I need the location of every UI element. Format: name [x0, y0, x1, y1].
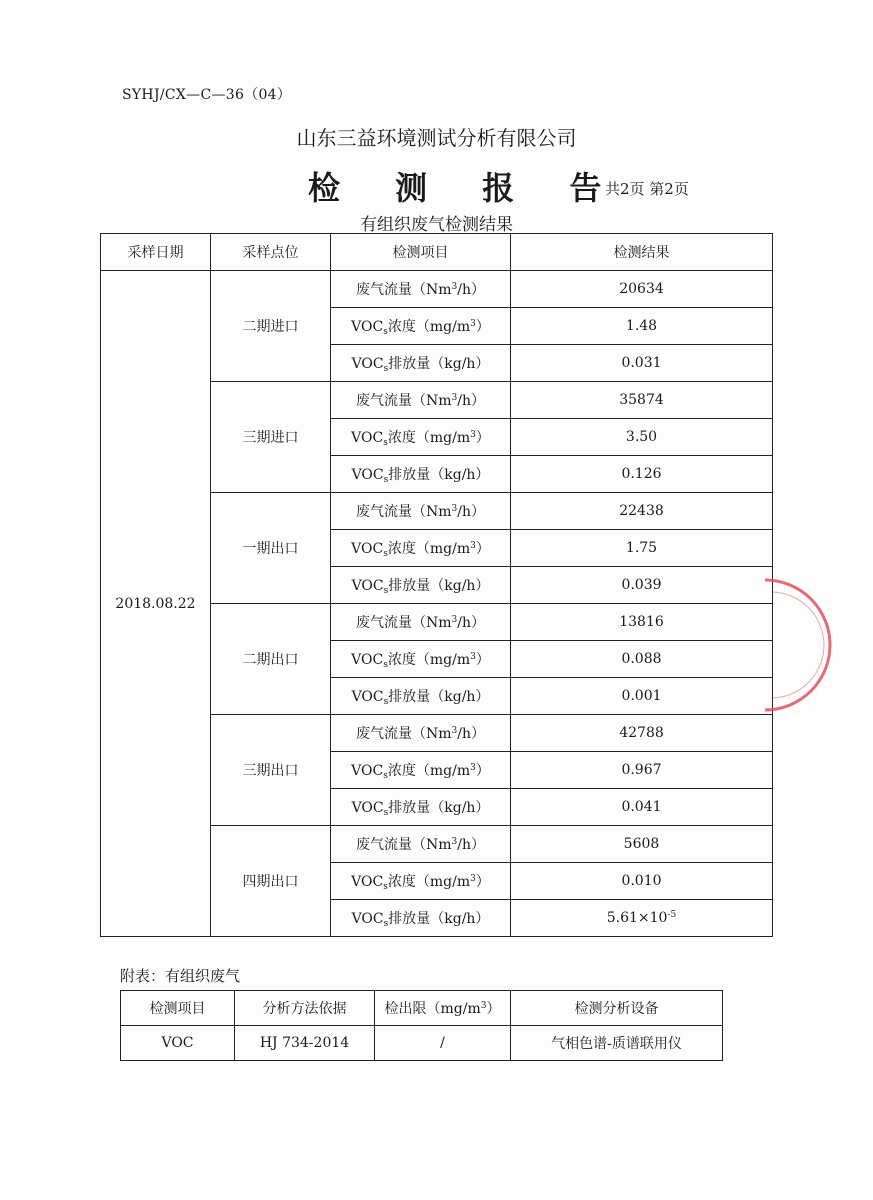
- doc-code: SYHJ/CX—C—36（04）: [122, 87, 292, 103]
- test-result: 5608: [511, 826, 773, 863]
- sampling-site: 三期出口: [211, 715, 331, 826]
- test-result: 1.48: [511, 308, 773, 345]
- test-result: 0.967: [511, 752, 773, 789]
- annex-header-limit: 检出限$(mg/m^3)$: [375, 991, 511, 1026]
- annex-table: [120, 990, 723, 1061]
- sampling-site: 二期进口: [211, 271, 331, 382]
- test-item: $VOC_s$排放量（kg/h）: [331, 456, 511, 493]
- test-item: $VOC_s$浓度$(mg/m^3)$: [331, 641, 511, 678]
- test-item: $VOC_s$浓度$(mg/m^3)$: [331, 752, 511, 789]
- page-count: 共2页 第2页: [605, 180, 689, 198]
- test-item: $VOC_s$排放量（kg/h）: [331, 900, 511, 937]
- sampling-site: 一期出口: [211, 493, 331, 604]
- annex-equipment: 气相色谱-质谱联用仪: [511, 1026, 723, 1061]
- test-item: 废气流量（Nm$^3$/h）: [331, 715, 511, 752]
- annex-header-equipment: 检测分析设备: [511, 991, 723, 1026]
- test-item: $VOC_s$排放量（kg/h）: [331, 567, 511, 604]
- test-item: 废气流量（Nm$^3$/h）: [331, 382, 511, 419]
- test-item: $VOC_s$浓度$(mg/m^3)$: [331, 863, 511, 900]
- table-subtitle: 有组织废气检测结果: [360, 215, 513, 235]
- test-result: 0.088: [511, 641, 773, 678]
- test-result: 3.50: [511, 419, 773, 456]
- test-item: $VOC_s$浓度$(mg/m^3)$: [331, 530, 511, 567]
- test-result: 1.75: [511, 530, 773, 567]
- test-item: 废气流量（Nm$^3$/h）: [331, 271, 511, 308]
- test-item: 废气流量（Nm$^3$/h）: [331, 493, 511, 530]
- test-result: 0.010: [511, 863, 773, 900]
- test-result: 22438: [511, 493, 773, 530]
- company-name: 山东三益环境测试分析有限公司: [296, 126, 577, 150]
- test-item: $VOC_s$浓度$(mg/m^3)$: [331, 419, 511, 456]
- test-result: 35874: [511, 382, 773, 419]
- results-body: [101, 271, 773, 937]
- annex-header-method: 分析方法依据: [235, 991, 375, 1026]
- test-item: 废气流量（Nm$^3$/h）: [331, 604, 511, 641]
- test-item: $VOC_s$浓度$(mg/m^3)$: [331, 308, 511, 345]
- annex-item: VOC: [121, 1026, 235, 1061]
- results-header-row: [101, 234, 773, 271]
- annex-method: HJ 734-2014: [235, 1026, 375, 1061]
- test-result: 0.041: [511, 789, 773, 826]
- sampling-site: 三期进口: [211, 382, 331, 493]
- sampling-date: 2018.08.22: [101, 271, 211, 937]
- test-item: 废气流量（Nm$^3$/h）: [331, 826, 511, 863]
- test-result: 20634: [511, 271, 773, 308]
- results-table: [100, 233, 773, 937]
- test-result: $5.61\times 10^{-5}$: [511, 900, 773, 937]
- annex-label: 附表：有组织废气: [120, 967, 241, 985]
- test-result: 42788: [511, 715, 773, 752]
- sampling-site: 二期出口: [211, 604, 331, 715]
- table-row: [101, 271, 773, 308]
- test-result: 0.001: [511, 678, 773, 715]
- test-result: 0.031: [511, 345, 773, 382]
- test-item: $VOC_s$排放量（kg/h）: [331, 678, 511, 715]
- header-test-item: 检测项目: [331, 234, 511, 271]
- annex-row: [121, 1026, 723, 1061]
- sampling-site: 四期出口: [211, 826, 331, 937]
- header-sampling-site: 采样点位: [211, 234, 331, 271]
- header-sampling-date: 采样日期: [101, 234, 211, 271]
- annex-limit: /: [375, 1026, 511, 1061]
- test-item: $VOC_s$排放量（kg/h）: [331, 789, 511, 826]
- report-title: 检 测 报 告: [308, 169, 624, 207]
- header-test-result: 检测结果: [511, 234, 773, 271]
- test-result: 0.126: [511, 456, 773, 493]
- test-item: $VOC_s$排放量（kg/h）: [331, 345, 511, 382]
- annex-header-row: [121, 991, 723, 1026]
- annex-header-item: 检测项目: [121, 991, 235, 1026]
- test-result: 0.039: [511, 567, 773, 604]
- test-result: 13816: [511, 604, 773, 641]
